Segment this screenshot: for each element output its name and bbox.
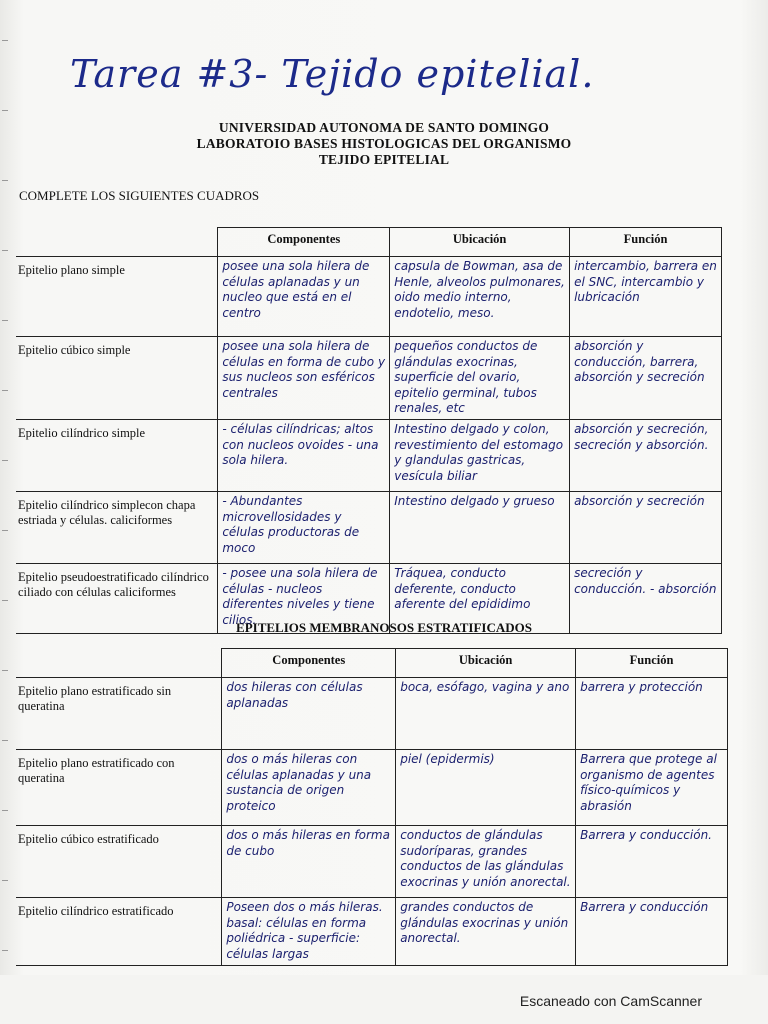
ubicacion-cell: pequeños conductos de glándulas exocrinas, superficie del ovario, epitelio germinal, tubos renales, etc [390,337,570,420]
funcion-cell: Barrera que protege al organismo de agentes físico-químicos y abrasión [576,750,728,826]
section-title: EPITELIOS MEMBRANOSOS ESTRATIFICADOS [236,620,532,635]
table-row [16,491,722,563]
componentes-cell: Poseen dos o más hileras. basal: células en forma poliédrica - superficie: células largas [222,898,396,966]
funcion-cell: Barrera y conducción [576,898,728,966]
componentes-cell: dos hileras con células aplanadas [222,678,396,750]
ubicacion-cell: Intestino delgado y colon, revestimiento del estomago y glandulas gastricas, vesícula biliar [390,419,570,491]
header-lab: LABORATOIO BASES HISTOLOGICAS DEL ORGANISMO [196,136,572,151]
ubicacion-cell: grandes conductos de glándulas exocrinas y unión anorectal. [396,898,576,966]
componentes-cell: dos o más hileras en forma de cubo [222,826,396,898]
header-blank [16,649,222,678]
tissue-name: Epitelio plano estratificado con queratina [16,750,222,826]
componentes-cell: dos o más hileras con células aplanadas y una sustancia de origen proteico [222,750,396,826]
table-row [16,750,728,826]
handwritten-title: Tarea #3- Tejido epitelial. [70,52,595,96]
table-row [16,419,722,491]
tissue-name: Epitelio cúbico estratificado [16,826,222,898]
tissue-name: Epitelio plano simple [16,257,218,337]
funcion-cell: absorción y secreción [570,491,722,563]
componentes-cell: posee una sola hilera de células en forma de cubo y sus nucleos son esféricos centrales [218,337,390,420]
funcion-cell: intercambio, barrera en el SNC, intercambio y lubricación [570,257,722,337]
ubicacion-cell: boca, esófago, vagina y ano [396,678,576,750]
tissue-name: Epitelio cilíndrico simple [16,419,218,491]
col-componentes: Componentes [222,649,396,678]
table-row [16,826,728,898]
col-componentes: Componentes [218,228,390,257]
header-university: UNIVERSIDAD AUTONOMA DE SANTO DOMINGO [218,120,550,135]
table-row [16,898,728,966]
funcion-cell: barrera y protección [576,678,728,750]
table-row [16,337,722,420]
componentes-cell: posee una sola hilera de células aplanadas y un nucleo que está en el centro [218,257,390,337]
funcion-cell: Barrera y conducción. [576,826,728,898]
funcion-cell: secreción y conducción. - absorción [570,563,722,633]
table-header-row [16,228,722,257]
col-ubicacion: Ubicación [390,228,570,257]
ubicacion-cell: piel (epidermis) [396,750,576,826]
ubicacion-cell: Intestino delgado y grueso [390,491,570,563]
header-topic: TEJIDO EPITELIAL [318,152,450,167]
col-funcion: Función [570,228,722,257]
tissue-name: Epitelio plano estratificado sin queratina [16,678,222,750]
funcion-cell: absorción y conducción, barrera, absorción y secreción [570,337,722,420]
componentes-cell: - Abundantes microvellosidades y células productoras de moco [218,491,390,563]
tissue-name: Epitelio pseudoestratificado cilíndrico ciliado con células caliciformes [16,563,218,633]
tissue-name: Epitelio cúbico simple [16,337,218,420]
componentes-cell: - células cilíndricas; altos con nucleos ovoides - una sola hilera. [218,419,390,491]
table-header-row [16,649,728,678]
stratified-epithelium-table [16,648,728,966]
col-funcion: Función [576,649,728,678]
tissue-name: Epitelio cilíndrico simplecon chapa estriada y células. caliciformes [16,491,218,563]
ubicacion-cell: conductos de glándulas sudoríparas, grandes conductos de las glándulas exocrinas y unión anorectal. [396,826,576,898]
simple-epithelium-table [16,227,722,634]
col-ubicacion: Ubicación [396,649,576,678]
funcion-cell: absorción y secreción, secreción y absorción. [570,419,722,491]
header-blank [16,228,218,257]
componentes-cell: - posee una sola hilera de células - nucleos diferentes niveles y tiene cilios. [218,563,390,633]
table-row [16,257,722,337]
tissue-name: Epitelio cilíndrico estratificado [16,898,222,966]
camscanner-watermark: Escaneado con CamScanner [519,993,702,1009]
table-row [16,678,728,750]
instruction-text: COMPLETE LOS SIGUIENTES CUADROS [19,188,260,203]
ubicacion-cell: Tráquea, conducto deferente, conducto aferente del epididimo [390,563,570,633]
ubicacion-cell: capsula de Bowman, asa de Henle, alveolos pulmonares, oido medio interno, endotelio, meso. [390,257,570,337]
